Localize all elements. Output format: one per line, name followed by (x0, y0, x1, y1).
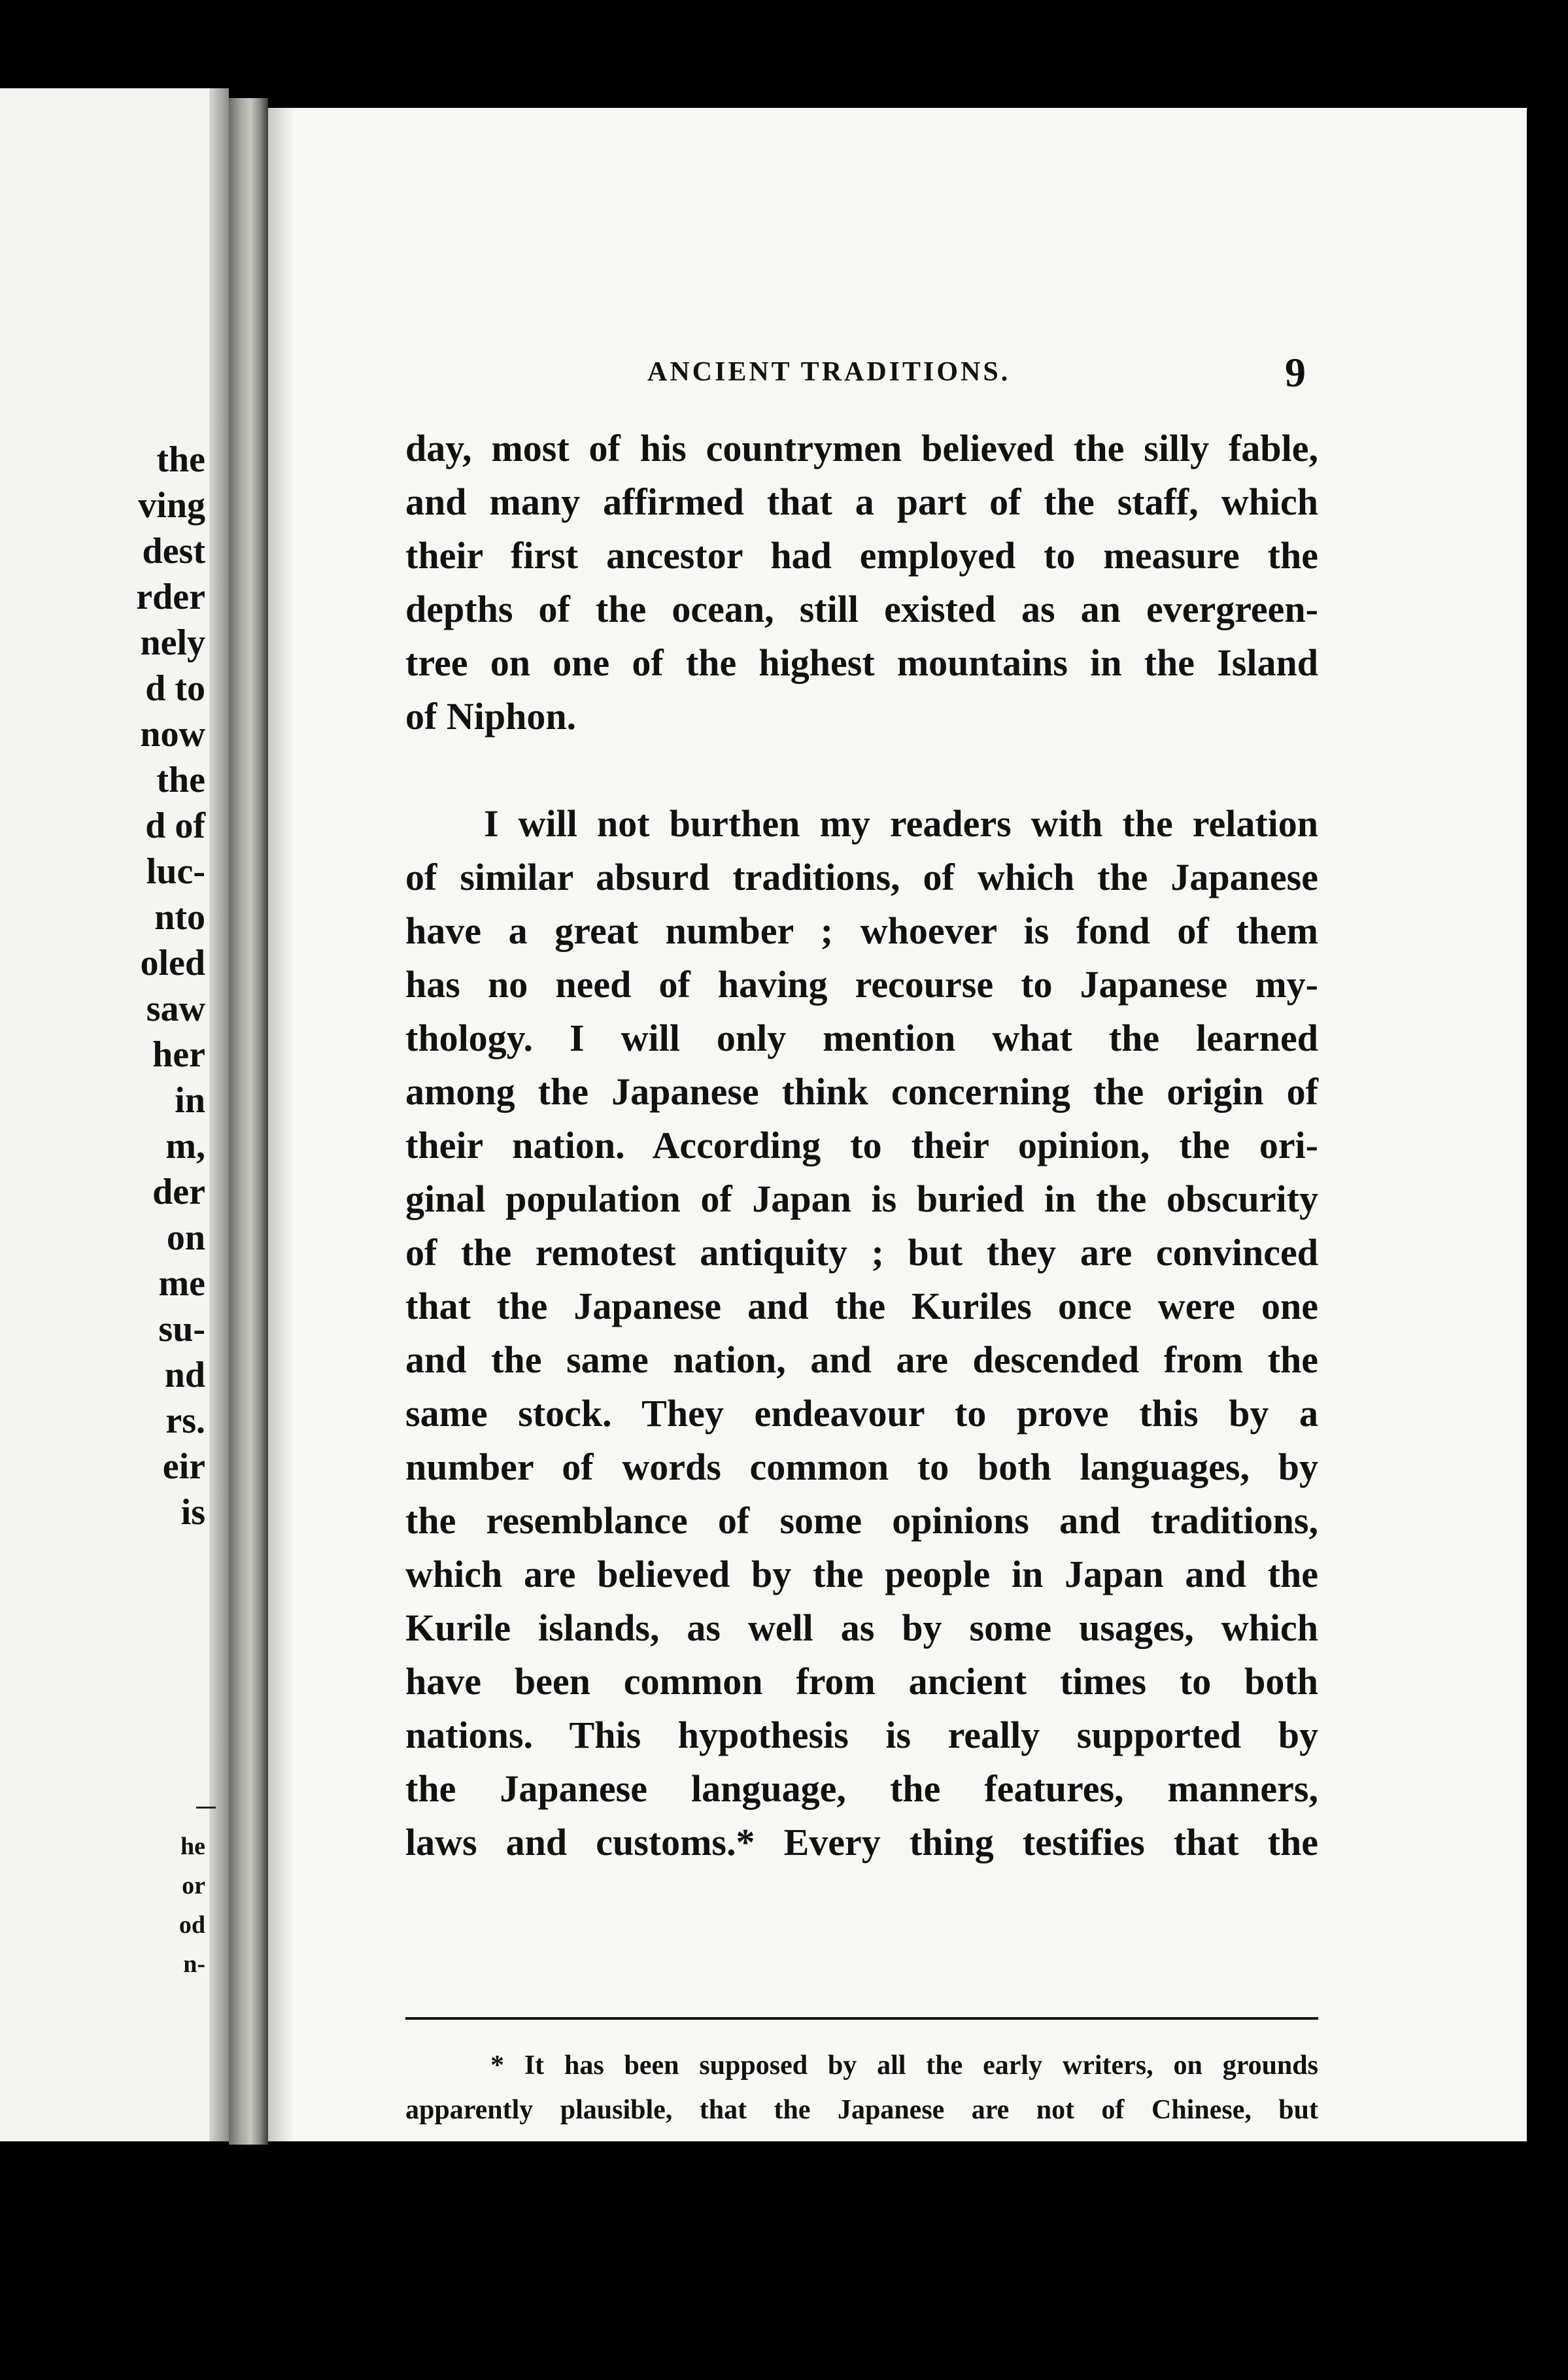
paragraph-2-line: ginal population of Japan is buried in the obscurity (405, 1178, 1318, 1220)
paragraph-2-line: I will not burthen my readers with the relation (484, 802, 1318, 845)
paragraph-2-line: the Japanese language, the features, manners, (405, 1767, 1318, 1810)
left-page-line-fragment: rs. (165, 1401, 205, 1441)
paragraph-2-line: laws and customs.* Every thing testifies that the (405, 1821, 1318, 1863)
footnote-line: * It has been supposed by all the early writers, on grounds (490, 2050, 1318, 2081)
body-text (405, 422, 1318, 1869)
paragraph-2-line: same stock. They endeavour to prove this by a (405, 1392, 1318, 1435)
paragraph-1-line: depths of the ocean, still existed as an evergreen- (405, 588, 1318, 630)
footnote-rule (405, 2017, 1318, 2020)
left-page-line-fragment: oled (140, 943, 205, 983)
left-page-line-fragment: rder (136, 577, 205, 617)
left-page-line-fragment: d of (145, 806, 205, 846)
paragraph-2-line: and the same nation, and are descended from the (405, 1338, 1318, 1381)
paragraph-1-line: of Niphon. (405, 695, 577, 738)
running-head: ANCIENT TRADITIONS. (647, 357, 1011, 387)
left-page-line-fragment: nto (154, 897, 205, 938)
paragraph-2-line: of similar absurd traditions, of which the Japanese (405, 856, 1318, 898)
left-page-line-fragment: ving (138, 485, 205, 526)
book-spine-shadow (229, 98, 268, 2145)
left-page-line-fragment: eir (162, 1446, 205, 1487)
paragraph-2-line: that the Japanese and the Kuriles once were one (405, 1285, 1318, 1327)
left-page-line-fragment: nely (140, 622, 205, 663)
left-page-line-fragment: on (166, 1217, 205, 1258)
left-page-line-fragment: luc- (146, 851, 205, 892)
paragraph-2-line: the resemblance of some opinions and traditions, (405, 1499, 1318, 1542)
paragraph-2-line: of the remotest antiquity ; but they are convinced (405, 1231, 1318, 1274)
paragraph-2-line: has no need of having recourse to Japanese my- (405, 963, 1318, 1006)
page-number: 9 (1285, 349, 1306, 396)
paragraph-2-line: number of words common to both languages, by (405, 1446, 1318, 1488)
left-page-line-fragment: the (156, 439, 205, 480)
left-page-line-fragment: me (158, 1263, 205, 1304)
paragraph-1-line: and many affirmed that a part of the staff, which (405, 481, 1318, 523)
left-page-line-fragment: d to (145, 668, 205, 709)
footnote (405, 2043, 1318, 2132)
paragraph-2-line: their nation. According to their opinion, the ori- (405, 1124, 1318, 1166)
left-page-line-fragment: in (175, 1080, 205, 1121)
left-page-line-fragment: saw (146, 989, 205, 1029)
left-page-gutter (209, 88, 229, 2141)
paragraph-1 (405, 422, 1318, 743)
left-page-line-fragment: m, (165, 1126, 205, 1166)
paragraph-2-line: have a great number ; whoever is fond of them (405, 910, 1318, 952)
left-page-fragment (0, 88, 229, 2141)
paragraph-1-line: their first ancestor had employed to measure the (405, 534, 1318, 577)
left-page-line-fragment: der (152, 1172, 205, 1212)
paragraph-2-line: Kurile islands, as well as by some usages, which (405, 1606, 1318, 1649)
footnote-line: apparently plausible, that the Japanese are not of Chinese, but (405, 2095, 1318, 2125)
left-page-line-fragment: her (152, 1034, 205, 1075)
left-page-footnote-fragment: or (182, 1872, 205, 1899)
paragraph-2-line: thology. I will only mention what the learned (405, 1017, 1318, 1059)
book-page (268, 108, 1527, 2141)
left-page-footnote-fragment: od (179, 1911, 205, 1939)
left-page-footnote-fragment: n- (183, 1950, 205, 1978)
paragraph-2-line: have been common from ancient times to both (405, 1660, 1318, 1703)
left-page-footnote-fragment: he (180, 1833, 205, 1860)
paragraph-1-line: day, most of his countrymen believed the silly fable, (405, 427, 1318, 469)
paragraph-1-line: tree on one of the highest mountains in the Island (405, 641, 1318, 684)
left-page-footnote-rule (196, 1807, 216, 1809)
paragraph-gap (405, 743, 1318, 797)
left-page-line-fragment: dest (142, 531, 205, 571)
left-page-line-fragment: nd (164, 1355, 205, 1395)
paragraph-2 (405, 797, 1318, 1869)
page-inner-shadow (268, 108, 294, 2141)
left-page-line-fragment: is (180, 1492, 205, 1533)
left-page-line-fragment: su- (158, 1309, 205, 1350)
paragraph-2-line: nations. This hypothesis is really supported by (405, 1714, 1318, 1756)
paragraph-2-line: which are believed by the people in Japan and the (405, 1553, 1318, 1595)
left-page-line-fragment: now (140, 714, 205, 755)
paragraph-2-line: among the Japanese think concerning the origin of (405, 1070, 1318, 1113)
left-page-line-fragment: the (156, 760, 205, 800)
